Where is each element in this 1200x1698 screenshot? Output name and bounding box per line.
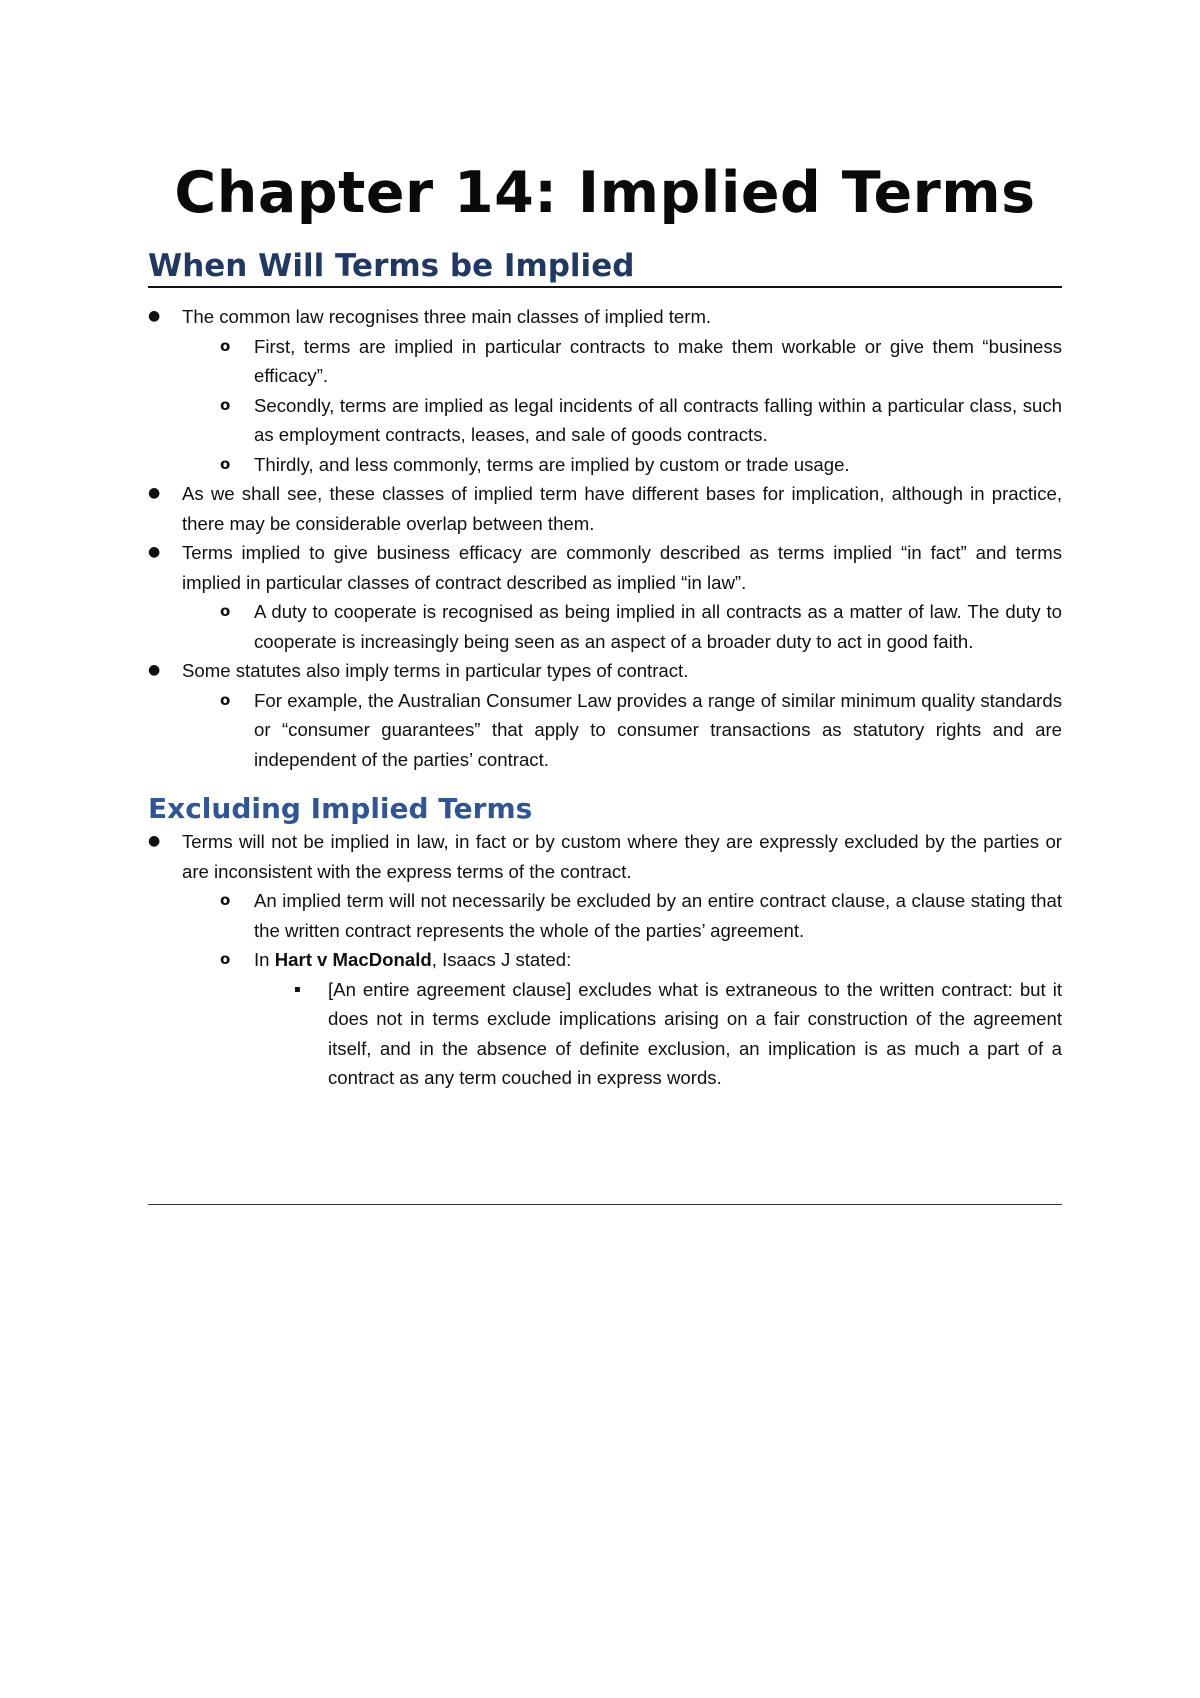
case-prefix: In [254,949,275,970]
case-name: Hart v MacDonald [274,949,432,970]
sub-bullet-icon: o [220,690,231,709]
bullet-icon: ● [148,662,161,678]
sub-list-item [148,391,1062,450]
list-item [148,656,1062,686]
list-item-text: Terms implied to give business efficacy are commonly described as terms implied “in fact” and terms implied in particular classes of contract described as implied “in law”. [182,542,1062,593]
case-quote: [An entire agreement clause] excludes what is extraneous to the written contract: but it does not in terms exclude implications arising on a fair construction of the agreement itself, and in the absence of definite exclusion, an implication is as much a part of a contract as any term couched in express words. [328,978,1062,1088]
footer-divider [148,1204,1062,1205]
page-title: Chapter 14: Implied Terms [174,160,1036,226]
quote-list-item [148,975,1062,1093]
list-item-text: Terms will not be implied in law, in fact or by custom where they are expressly excluded by the parties or are inconsistent with the express terms of the contract. [182,831,1062,882]
list-item-text: Some statutes also imply terms in particular types of contract. [182,660,689,681]
square-bullet-icon: ▪ [294,983,301,995]
case-suffix: , Isaacs J stated: [431,949,572,970]
sub-list-item [148,332,1062,391]
list-item [148,302,1062,332]
sub-bullet-icon: o [220,336,231,355]
sub-bullet-icon: o [220,602,231,620]
sub-list-item-text: Thirdly, and less commonly, terms are implied by custom or trade usage. [254,453,850,475]
bullet-list [148,827,1062,1093]
sub-bullet-icon: o [220,454,231,473]
sub-bullet-icon: o [220,950,231,968]
bullet-list [148,302,1062,774]
list-item-text: As we shall see, these classes of implied term have different bases for implication, although in practice, there may be considerable overlap between them. [182,483,1062,534]
list-item [148,479,1062,538]
section-heading-excluding: Excluding Implied Terms [148,792,533,825]
sub-list-item [148,945,1062,975]
sub-list-item [148,686,1062,775]
sub-list-item [148,597,1062,656]
document-page [148,160,1062,1093]
sub-list-item-text: An implied term will not necessarily be excluded by an entire contract clause, a clause stating that the written contract represents the whole of the parties’ agreement. [254,890,1062,941]
section-heading-when-implied: When Will Terms be Implied [148,248,1062,288]
list-item [148,538,1062,597]
sub-bullet-icon: o [220,395,231,414]
list-item-text: The common law recognises three main classes of implied term. [182,306,712,327]
sub-list-item [148,886,1062,945]
sub-list-item [148,450,1062,480]
sub-bullet-icon: o [220,891,231,909]
bullet-icon: ● [148,544,161,560]
bullet-icon: ● [148,308,161,324]
sub-list-item-text: For example, the Australian Consumer Law provides a range of similar minimum quality standards or “consumer guarantees” that apply to consumer transactions as statutory rights and are independent of the parties’ contract. [254,689,1062,770]
list-item [148,827,1062,886]
sub-list-item-text: A duty to cooperate is recognised as being implied in all contracts as a matter of law. The duty to cooperate is increasingly being seen as an aspect of a broader duty to act in good faith. [254,601,1062,652]
bullet-icon: ● [148,833,161,849]
bullet-icon: ● [148,485,161,501]
sub-list-item-text: Secondly, terms are implied as legal incidents of all contracts falling within a particular class, such as employment contracts, leases, and sale of goods contracts. [254,394,1062,445]
sub-list-item-text: First, terms are implied in particular contracts to make them workable or give them “business efficacy”. [254,335,1062,386]
